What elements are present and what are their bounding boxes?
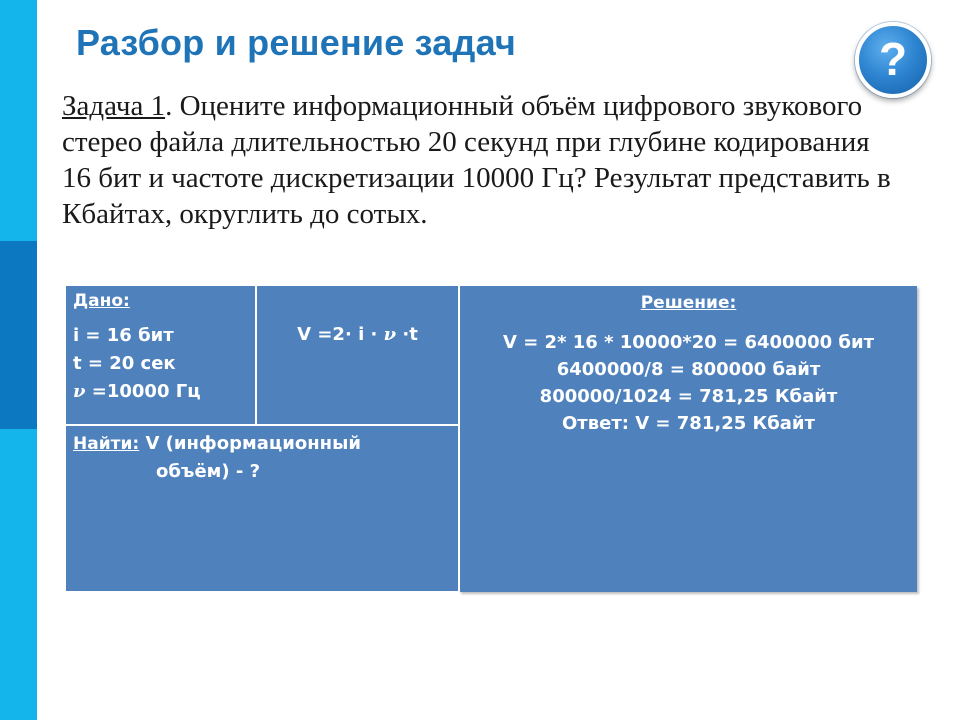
given-frequency: ν =10000 Гц	[73, 381, 201, 402]
question-icon: ?	[878, 33, 908, 85]
solution-heading: Решение:	[640, 293, 737, 313]
given-duration: t = 20 сек	[73, 353, 176, 374]
find-panel	[66, 426, 458, 591]
solution-step-2: 6400000/8 = 800000 байт	[556, 359, 821, 380]
problem-statement	[62, 88, 892, 232]
problem-label: Задача 1	[62, 90, 166, 122]
solution-panel	[459, 286, 917, 592]
find-line	[73, 430, 458, 458]
solution-step-3: 800000/1024 = 781,25 Кбайт	[539, 386, 838, 407]
nu-symbol: ν	[383, 324, 397, 345]
formula-panel	[257, 286, 458, 425]
solution-answer: Ответ: V = 781,25 Кбайт	[562, 413, 815, 434]
find-line-continued: объём) - ?	[156, 461, 261, 482]
given-panel	[66, 286, 256, 425]
volume-formula: V =2· i · ν ·t	[297, 324, 418, 345]
nu-symbol: ν	[73, 381, 86, 402]
find-target: V (информационный	[139, 433, 361, 454]
given-heading: Дано:	[73, 291, 130, 311]
find-heading: Найти:	[73, 434, 140, 454]
left-accent-bar-highlight	[0, 241, 37, 429]
given-bit-depth: i = 16 бит	[73, 325, 174, 346]
help-button[interactable]	[855, 22, 931, 98]
slide-title: Разбор и решение задач	[76, 22, 517, 63]
solution-step-1: V = 2* 16 * 10000*20 = 6400000 бит	[503, 332, 874, 353]
problem-body: . Оцените информационный объём цифрового звукового стерео файла длительностью 20 секунд при глубине кодирования 16 бит и частоте дискретизации 10000 Гц? Результат представить в Кбайтах, округлить до сотых.	[62, 90, 891, 230]
